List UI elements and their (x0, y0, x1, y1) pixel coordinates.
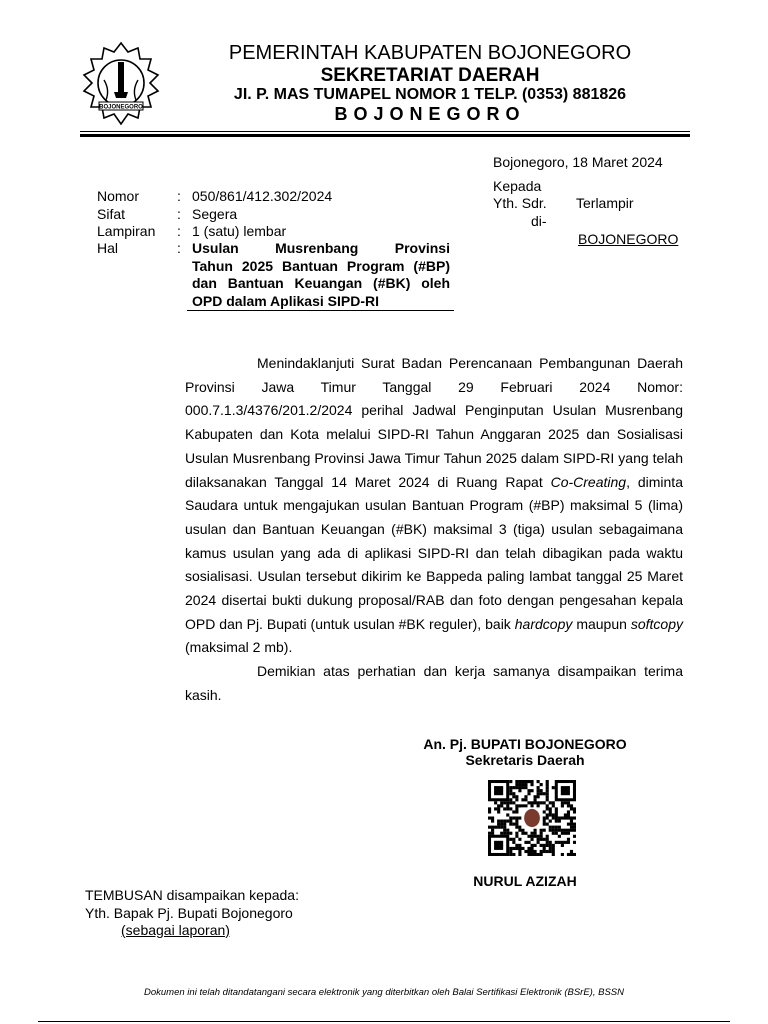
body-text-italic: hardcopy (514, 615, 573, 632)
body-text-segment: Menindaklanjuti Surat Badan Perencanaan Pembangunan Daerah Provinsi Jawa Timur Tanggal 29 Februari 2024 Nomor: 000.7.1.3/4376/201.2/2024 perihal Jadwal Penginputan Usulan Musrenbang Kabupaten dan Kota melalui SIPD-RI Tahun Anggaran 2025 dan Sosialisasi Usulan Musrenbang Provinsi Jawa Timur Tahun 2025 dalam SIPD-RI yang telah dilaksanakan Tanggal 14 Maret 2024 di Ruang Rapat (185, 355, 683, 490)
hal-colon: : (177, 240, 181, 256)
sifat-value: Segera (192, 206, 238, 222)
recipient-salutation: Yth. Sdr. (493, 195, 547, 211)
logo-text: BOJONEGORO (99, 104, 143, 111)
body-text-italic: Co-Creating (550, 473, 627, 490)
lampiran-value: 1 (satu) lembar (192, 223, 287, 239)
body-text-italic: softcopy (630, 615, 683, 632)
signature-title: An. Pj. BUPATI BOJONEGORO (423, 736, 627, 752)
recipient-addressee: Terlampir (576, 195, 634, 211)
tembusan-item: Yth. Bapak Pj. Bupati Bojonegoro (85, 905, 293, 921)
hal-underline (187, 310, 454, 311)
body-text-segment: maupun (572, 615, 631, 632)
recipient-di: di- (531, 213, 547, 229)
bojonegoro-regency-emblem-icon (80, 40, 162, 130)
recipient-kepada: Kepada (493, 178, 542, 194)
hal-line: Tahun 2025 Bantuan Program (#BP) (192, 257, 450, 274)
body-text-segment: (maksimal 2 mb). (185, 639, 293, 656)
body-paragraph-2: Demikian atas perhatian dan kerja samanya disampaikan terima kasih. (185, 663, 683, 703)
letterhead-city: BOJONEGORO (334, 104, 526, 124)
hal-line: OPD dalam Aplikasi SIPD-RI (192, 292, 379, 309)
footer-divider (38, 1021, 730, 1022)
body-text-segment: , diminta Saudara untuk mengajukan usulan Bantuan Program (#BP) maksimal 5 (lima) usulan dan Bantuan Keuangan (#BK) maksimal 3 (tiga) usulan sebagaimana kamus usulan yang ada di aplikasi SIPD-RI dan telah dibagikan pada waktu sosialisasi. Usulan tersebut dikirim ke Bappeda paling lambat tanggal 25 Maret 2024 disertai bukti dukung proposal/RAB dan foto dengan pengesahan kepala OPD dan Pj. Bupati (untuk usulan #BK reguler), baik (185, 473, 683, 632)
letterhead-office: SEKRETARIAT DAERAH (320, 65, 540, 86)
signature-position: Sekretaris Daerah (465, 752, 585, 768)
sifat-colon: : (177, 206, 181, 222)
qr-code-container (488, 780, 576, 856)
hal-label: Hal (97, 240, 119, 256)
letterhead-divider-thin (80, 131, 690, 132)
nomor-label: Nomor (97, 188, 140, 204)
tembusan-label: TEMBUSAN disampaikan kepada: (85, 887, 299, 903)
hal-subject (192, 240, 450, 310)
recipient-place: BOJONEGORO (578, 231, 679, 247)
letterhead-address: JI. P. MAS TUMAPEL NOMOR 1 TELP. (0353) 881826 (233, 86, 627, 103)
qr-code-icon (488, 780, 576, 856)
hal-line: Usulan Musrenbang Provinsi (192, 240, 450, 256)
letterhead-divider-thick (80, 134, 690, 137)
esign-footer-note: Dokumen ini telah ditandatangani secara elektronik yang diterbitkan oleh Balai Sertifikasi Elektronik (BSrE), BSSN (144, 987, 624, 998)
body-paragraph-1 (185, 352, 683, 660)
letterhead-government: PEMERINTAH KABUPATEN BOJONEGORO (228, 42, 632, 64)
nomor-value: 050/861/412.302/2024 (192, 188, 333, 204)
regency-emblem-logo (80, 40, 162, 130)
lampiran-label: Lampiran (97, 223, 156, 239)
tembusan-note: (sebagai laporan) (121, 922, 230, 938)
nomor-colon: : (177, 188, 181, 204)
signer-name: NURUL AZIZAH (473, 873, 577, 889)
letter-date: Bojonegoro, 18 Maret 2024 (493, 154, 663, 170)
hal-line: dan Bantuan Keuangan (#BK) oleh (192, 275, 450, 291)
lampiran-colon: : (177, 223, 181, 239)
letter-body (185, 352, 683, 708)
sifat-label: Sifat (97, 206, 126, 222)
